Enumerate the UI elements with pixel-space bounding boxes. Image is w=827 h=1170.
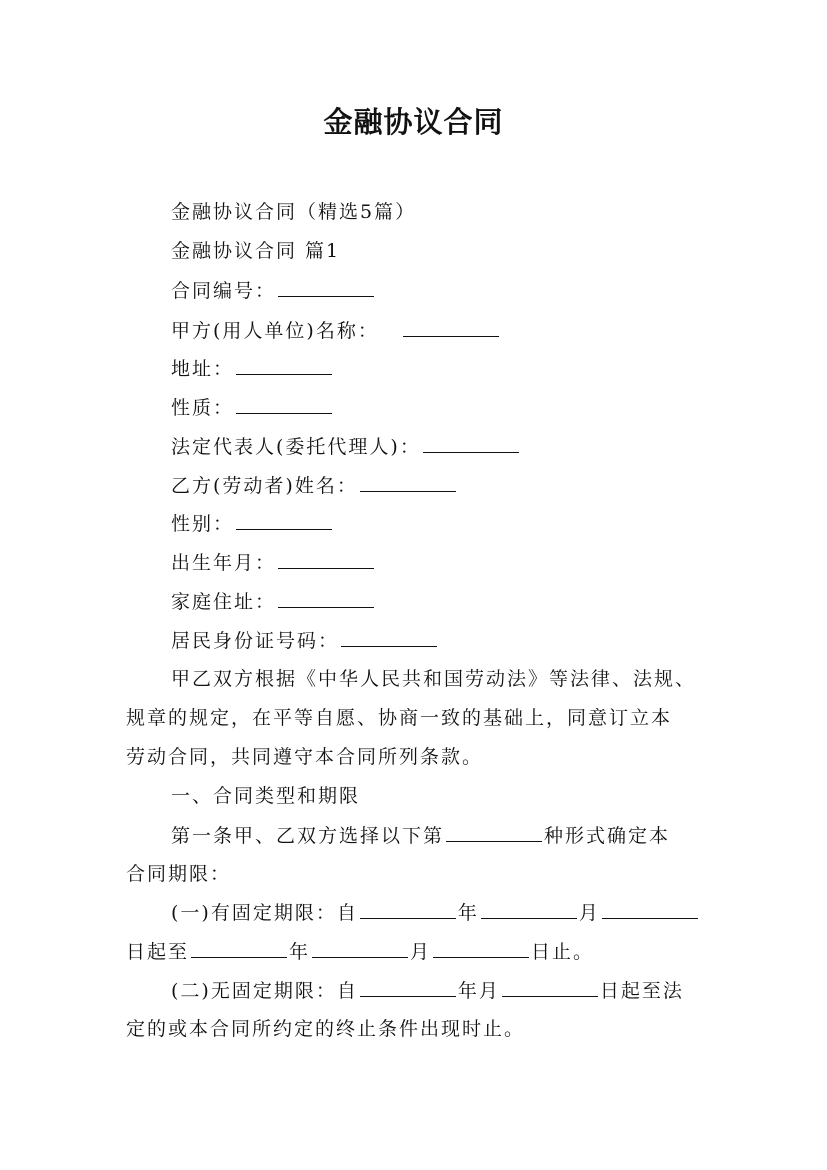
fill-in-blank: [433, 939, 529, 958]
field-label: 家庭住址：: [171, 591, 277, 613]
fill-in-blank: [446, 823, 542, 842]
term-text: 日起至法: [599, 980, 684, 1002]
field-label: 法定代表人(委托代理人)：: [171, 436, 421, 458]
fill-in-blank: [278, 550, 374, 569]
document-title: 金融协议合同: [323, 105, 504, 139]
field-legal-rep: [171, 434, 521, 459]
fill-in-blank: [602, 900, 698, 919]
field-address: [171, 356, 334, 381]
fixed-term-line-1: [171, 900, 700, 925]
field-label: 性质：: [171, 397, 235, 419]
term-text: 日止。: [531, 941, 595, 963]
field-label: 性别：: [171, 513, 235, 535]
fill-in-blank: [236, 395, 332, 414]
fill-in-blank: [191, 939, 287, 958]
field-label: 甲方(用人单位)名称：: [171, 320, 379, 342]
open-term-line-2: 定的或本合同所约定的终止条件出现时止。: [126, 1018, 526, 1040]
fill-in-blank: [236, 511, 332, 530]
field-gender: [171, 511, 334, 536]
term-text: (二)无固定期限：自: [171, 980, 358, 1002]
intro-paragraph-line-1: 甲乙双方根据《中华人民共和国劳动法》等法律、法规、: [171, 668, 697, 690]
field-home-address: [171, 589, 376, 614]
field-label: 地址：: [171, 358, 235, 380]
term-text: (一)有固定期限：自: [171, 902, 358, 924]
fill-in-blank: [481, 900, 577, 919]
field-nature: [171, 395, 334, 420]
field-employer-name: [171, 318, 501, 343]
fill-in-blank: [360, 473, 456, 492]
term-text: 日起至: [126, 941, 190, 963]
section-heading: 金融协议合同 篇1: [171, 240, 341, 262]
article-text: 种形式确定本: [544, 825, 671, 847]
intro-paragraph-line-2: 规章的规定，在平等自愿、协商一致的基础上，同意订立本: [126, 707, 673, 729]
term-text: 年: [457, 902, 479, 924]
field-birth: [171, 550, 376, 575]
fixed-term-line-2: [126, 939, 594, 964]
term-text: 月: [578, 902, 600, 924]
article-text: 第一条甲、乙双方选择以下第: [171, 825, 445, 847]
field-label: 出生年月：: [171, 552, 277, 574]
intro-paragraph-line-3: 劳动合同，共同遵守本合同所列条款。: [126, 746, 484, 768]
field-label: 乙方(劳动者)姓名：: [171, 475, 358, 497]
fill-in-blank: [360, 900, 456, 919]
term-text: 月: [410, 941, 432, 963]
fill-in-blank: [278, 589, 374, 608]
field-employee-name: [171, 473, 458, 498]
term-text: 年: [289, 941, 311, 963]
fill-in-blank: [312, 939, 408, 958]
fill-in-blank: [341, 628, 437, 647]
open-term-line-1: [171, 978, 684, 1003]
fill-in-blank: [423, 434, 519, 453]
field-label: 居民身份证号码：: [171, 630, 340, 652]
term-text: 年月: [457, 980, 500, 1002]
fill-in-blank: [502, 978, 598, 997]
field-id-number: [171, 628, 439, 653]
field-contract-no: [171, 278, 376, 303]
fill-in-blank: [236, 356, 332, 375]
field-label: 合同编号：: [171, 280, 277, 302]
fill-in-blank: [278, 278, 374, 297]
document-subtitle: 金融协议合同（精选5篇）: [171, 201, 417, 223]
article-1-line-2: 合同期限：: [126, 863, 232, 885]
article-1-line-1: [171, 823, 670, 848]
section-1-heading: 一、合同类型和期限: [171, 785, 361, 807]
fill-in-blank: [403, 318, 499, 337]
fill-in-blank: [360, 978, 456, 997]
